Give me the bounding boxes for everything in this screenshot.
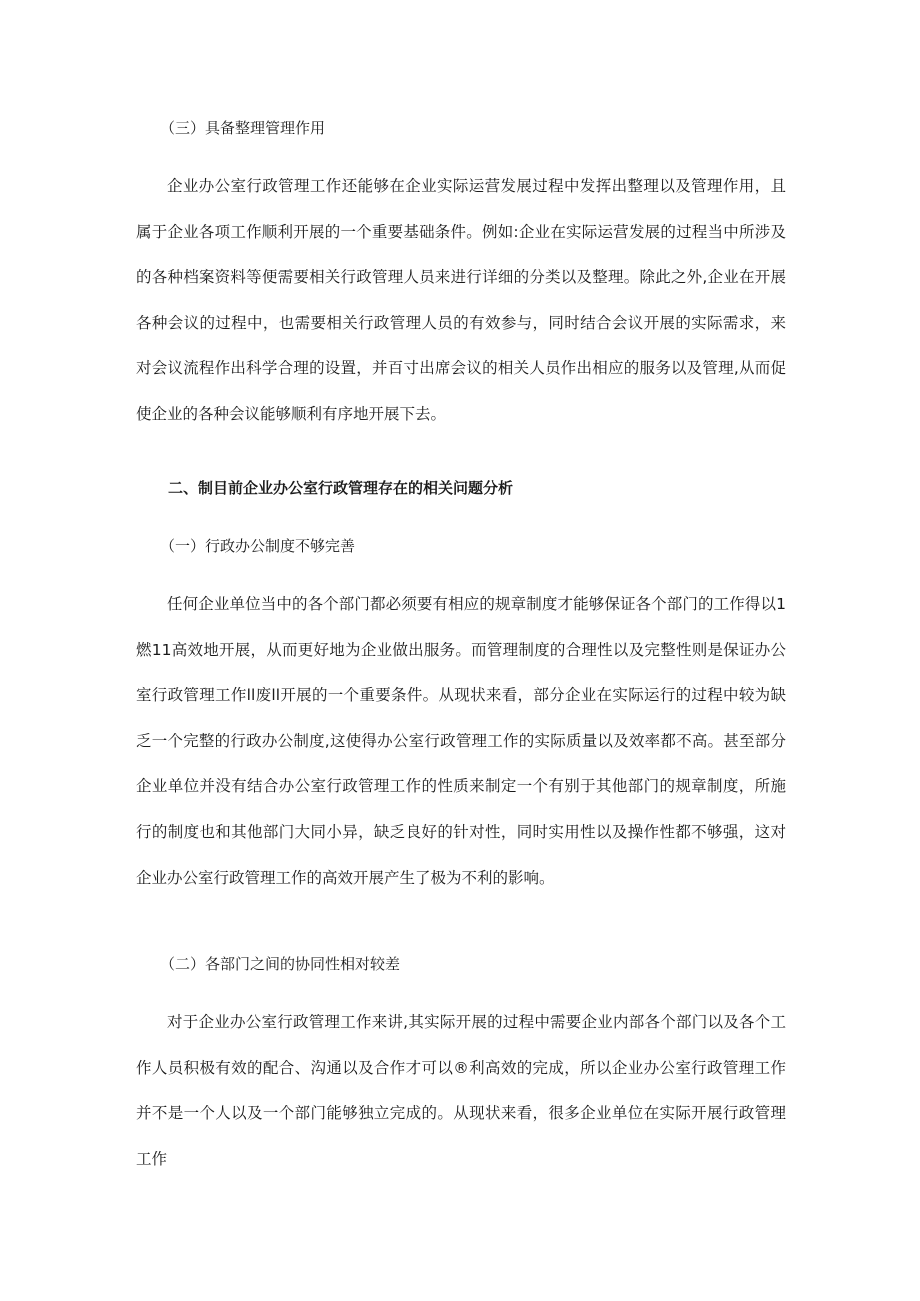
paragraph-organizing-role: 企业办公室行政管理工作还能够在企业实际运营发展过程中发挥出整理以及管理作用，且属于企业各项工作顺利开展的一个重要基础条件。例如:企业在实际运营发展的过程当中所涉及的各种档案资料等便需要相关行政管理人员来进行详细的分类以及整理。除此之外,企业在开展各种会议的过程中，也需要相关行政管理人员的有效参与，同时结合会议开展的实际需求，来对会议流程作出科学合理的设置，并百寸出席会议的相关人员作出相应的服务以及管理,从而促使企业的各种会议能够顺利有序地开展下去。 [136, 177, 786, 423]
sub-one-heading: （一）行政办公制度不够完善 [160, 537, 356, 555]
chapter-two-heading: 二、制目前企业办公室行政管理存在的相关问题分析 [168, 479, 514, 497]
section-three-heading: （三）具备整理管理作用 [160, 119, 326, 137]
paragraph-admin-system: 任何企业单位当中的各个部门都必须要有相应的规章制度才能够保证各个部门的工作得以1燃11高效地开展，从而更好地为企业做出服务。而管理制度的合理性以及完整性则是保证办公室行政管理工作ll废ll开展的一个重要条件。从现状来看，部分企业在实际运行的过程中较为缺乏一个完整的行政办公制度,这使得办公室行政管理工作的实际质量以及效率都不高。甚至部分企业单位并没有结合办公室行政管理工作的性质来制定一个有别于其他部门的规章制度，所施行的制度也和其他部门大同小异，缺乏良好的针对性，同时实用性以及操作性都不够强，这对企业办公室行政管理工作的高效开展产生了极为不利的影响。 [136, 595, 786, 887]
paragraph-department-coordination: 对于企业办公室行政管理工作来讲,其实际开展的过程中需要企业内部各个部门以及各个工作人员积极有效的配合、沟通以及合作才可以®利高效的完成，所以企业办公室行政管理工作并不是一个人以及一个部门能够独立完成的。从现状来看，很多企业单位在实际开展行政管理工作 [136, 1013, 786, 1168]
sub-two-heading: （二）各部门之间的协同性相对较差 [160, 955, 401, 973]
